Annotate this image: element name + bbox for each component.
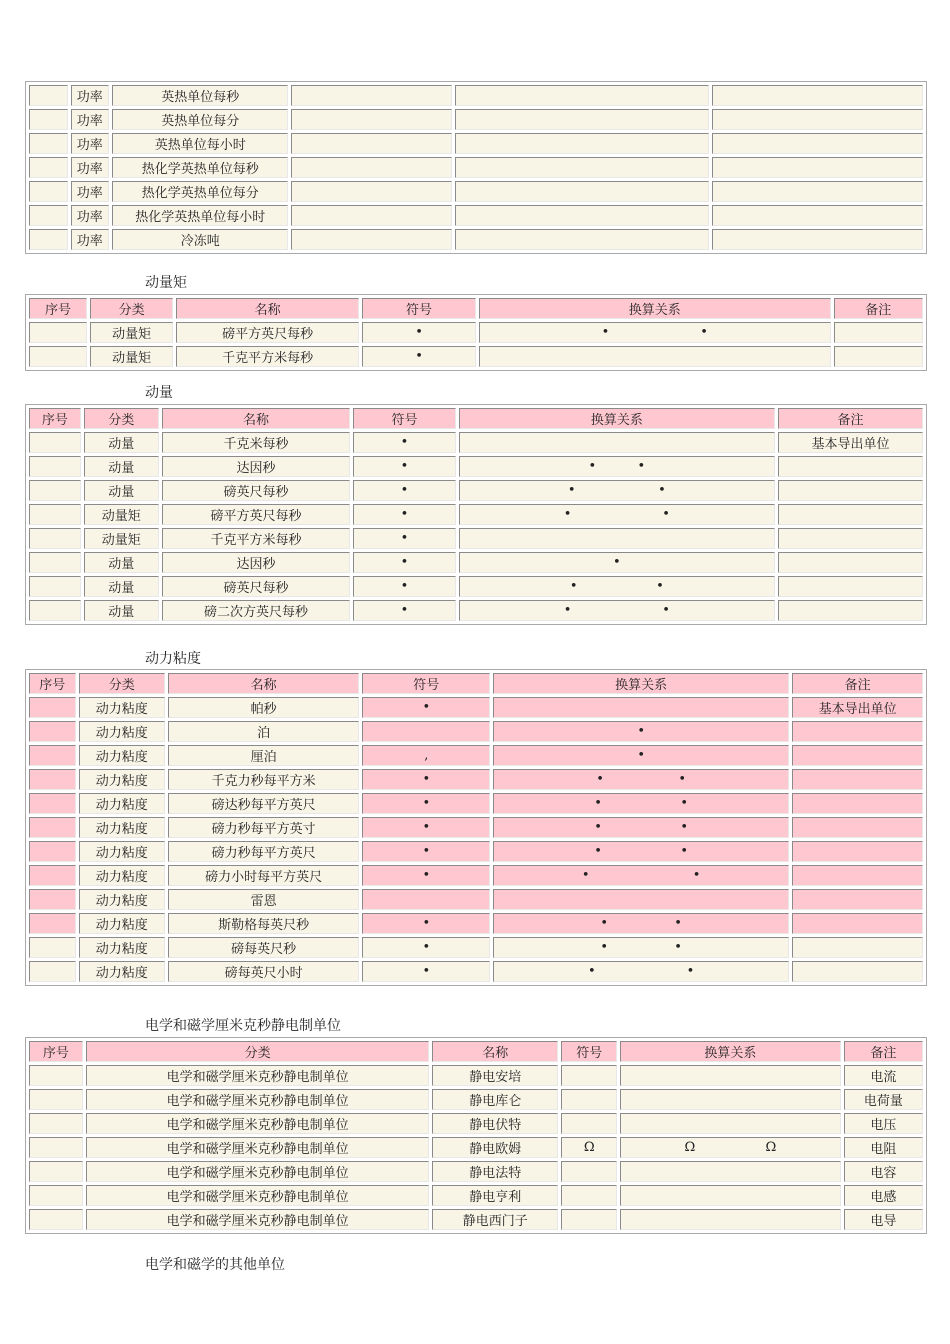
cell-name: 静电西门子 xyxy=(432,1209,558,1230)
cell-symbol: • xyxy=(353,552,455,573)
cell-name: 磅达秒每平方英尺 xyxy=(168,793,360,814)
cell-symbol xyxy=(291,133,451,154)
cell-remark: 电容 xyxy=(844,1161,923,1182)
cell-conversion: • • xyxy=(493,769,789,790)
header-cell: 符号 xyxy=(362,298,476,319)
cell-index xyxy=(29,793,76,814)
cell-category: 动力粘度 xyxy=(79,865,165,886)
cell-symbol: • xyxy=(362,841,490,862)
cell-remark xyxy=(712,157,923,178)
header-row xyxy=(29,408,923,429)
cell-category: 动量矩 xyxy=(90,322,173,343)
cell-name: 千克平方米每秒 xyxy=(176,346,359,367)
cell-category: 动量矩 xyxy=(84,528,159,549)
cell-symbol: • xyxy=(362,769,490,790)
header-cell: 名称 xyxy=(168,673,360,694)
table-row xyxy=(29,552,923,573)
cell-symbol xyxy=(561,1113,617,1134)
cell-remark xyxy=(778,600,923,621)
cell-conversion xyxy=(620,1185,841,1206)
cell-symbol xyxy=(291,157,451,178)
angular-momentum-table xyxy=(25,294,927,371)
cell-category: 功率 xyxy=(71,85,110,106)
cell-conversion: • xyxy=(459,552,775,573)
cell-symbol: • xyxy=(362,961,490,982)
cell-remark: 基本导出单位 xyxy=(792,697,923,718)
table-row xyxy=(29,745,923,766)
cell-remark xyxy=(792,745,923,766)
cell-name: 厘泊 xyxy=(168,745,360,766)
cell-remark xyxy=(792,817,923,838)
cell-conversion xyxy=(493,889,789,910)
table-row xyxy=(29,769,923,790)
cell-index xyxy=(29,109,68,130)
cell-index xyxy=(29,528,81,549)
header-cell: 序号 xyxy=(29,408,81,429)
power-table-body xyxy=(29,85,923,250)
cell-category: 电学和磁学厘米克秒静电制单位 xyxy=(86,1209,429,1230)
cell-category: 动力粘度 xyxy=(79,889,165,910)
header-cell: 序号 xyxy=(29,298,87,319)
cell-conversion: • • xyxy=(459,600,775,621)
cell-name: 磅每英尺小时 xyxy=(168,961,360,982)
cell-index xyxy=(29,1209,83,1230)
cell-name: 磅力秒每平方英尺 xyxy=(168,841,360,862)
cell-index xyxy=(29,1065,83,1086)
cell-index xyxy=(29,841,76,862)
cell-index xyxy=(29,961,76,982)
cell-remark xyxy=(712,205,923,226)
cell-symbol: • xyxy=(362,865,490,886)
cell-symbol: • xyxy=(353,576,455,597)
cell-remark xyxy=(792,721,923,742)
header-cell: 分类 xyxy=(79,673,165,694)
section-caption-cgs-electrostatic: 电学和磁学厘米克秒静电制单位 xyxy=(145,1018,341,1034)
cell-conversion: • • xyxy=(493,913,789,934)
cell-category: 动力粘度 xyxy=(79,817,165,838)
table-row xyxy=(29,109,923,130)
cell-remark: 电导 xyxy=(844,1209,923,1230)
cell-conversion: • • xyxy=(479,322,831,343)
cell-name: 冷冻吨 xyxy=(112,229,288,250)
cell-name: 英热单位每分 xyxy=(112,109,288,130)
cell-index xyxy=(29,576,81,597)
cell-symbol: , xyxy=(362,745,490,766)
table-row xyxy=(29,793,923,814)
cell-category: 动力粘度 xyxy=(79,913,165,934)
cell-category: 动力粘度 xyxy=(79,793,165,814)
cell-index xyxy=(29,745,76,766)
cell-category: 动量 xyxy=(84,552,159,573)
cell-index xyxy=(29,480,81,501)
cell-index xyxy=(29,181,68,202)
table-row xyxy=(29,600,923,621)
cell-remark: 电阻 xyxy=(844,1137,923,1158)
cell-symbol: • xyxy=(353,504,455,525)
cell-symbol xyxy=(291,85,451,106)
cell-conversion: • xyxy=(493,745,789,766)
cell-conversion: Ω Ω xyxy=(620,1137,841,1158)
table-row xyxy=(29,346,923,367)
cell-remark xyxy=(792,913,923,934)
cell-name: 千克米每秒 xyxy=(162,432,351,453)
cell-category: 动力粘度 xyxy=(79,721,165,742)
cell-conversion: • • xyxy=(459,456,775,477)
cell-category: 电学和磁学厘米克秒静电制单位 xyxy=(86,1185,429,1206)
table-row xyxy=(29,721,923,742)
cell-index xyxy=(29,133,68,154)
cell-name: 静电亨利 xyxy=(432,1185,558,1206)
cell-symbol xyxy=(362,721,490,742)
cell-conversion: • • xyxy=(459,576,775,597)
cell-name: 帕秒 xyxy=(168,697,360,718)
table-row xyxy=(29,504,923,525)
cell-remark xyxy=(712,109,923,130)
cell-index xyxy=(29,1089,83,1110)
cell-conversion: • • xyxy=(493,937,789,958)
header-cell: 备注 xyxy=(834,298,923,319)
header-cell: 换算关系 xyxy=(620,1041,841,1062)
table-row xyxy=(29,157,923,178)
cell-symbol: • xyxy=(362,937,490,958)
table-row xyxy=(29,913,923,934)
cell-index xyxy=(29,346,87,367)
cell-symbol xyxy=(561,1209,617,1230)
cell-index xyxy=(29,817,76,838)
cell-index xyxy=(29,157,68,178)
section-caption-momentum: 动量 xyxy=(145,385,173,401)
cell-remark xyxy=(792,937,923,958)
cell-symbol xyxy=(561,1185,617,1206)
table-row xyxy=(29,889,923,910)
cell-category: 电学和磁学厘米克秒静电制单位 xyxy=(86,1065,429,1086)
table-row xyxy=(29,205,923,226)
cell-name: 静电法特 xyxy=(432,1161,558,1182)
cell-symbol: • xyxy=(362,322,476,343)
cell-symbol xyxy=(291,181,451,202)
header-cell: 分类 xyxy=(86,1041,429,1062)
cell-symbol: • xyxy=(353,528,455,549)
cell-category: 动量 xyxy=(84,432,159,453)
header-cell: 换算关系 xyxy=(479,298,831,319)
cell-index xyxy=(29,1137,83,1158)
header-cell: 序号 xyxy=(29,673,76,694)
cell-category: 动量 xyxy=(84,576,159,597)
section-caption-dynamic-viscosity: 动力粘度 xyxy=(145,651,201,667)
cell-symbol: • xyxy=(362,793,490,814)
cell-name: 达因秒 xyxy=(162,552,351,573)
table-row xyxy=(29,181,923,202)
table-row xyxy=(29,961,923,982)
cell-name: 磅英尺每秒 xyxy=(162,576,351,597)
table-row xyxy=(29,1113,923,1134)
cell-category: 功率 xyxy=(71,229,110,250)
cell-index xyxy=(29,504,81,525)
section-caption-angular-momentum: 动量矩 xyxy=(145,275,187,291)
cell-conversion xyxy=(620,1161,841,1182)
cell-conversion xyxy=(455,181,709,202)
table-row xyxy=(29,432,923,453)
cell-category: 电学和磁学厘米克秒静电制单位 xyxy=(86,1113,429,1134)
cell-name: 磅英尺每秒 xyxy=(162,480,351,501)
table-row xyxy=(29,865,923,886)
header-cell: 名称 xyxy=(432,1041,558,1062)
cell-remark: 电压 xyxy=(844,1113,923,1134)
header-cell: 名称 xyxy=(162,408,351,429)
cell-name: 英热单位每秒 xyxy=(112,85,288,106)
cell-index xyxy=(29,1185,83,1206)
table-row xyxy=(29,1185,923,1206)
header-cell: 换算关系 xyxy=(459,408,775,429)
cell-conversion xyxy=(620,1089,841,1110)
cell-index xyxy=(29,1113,83,1134)
cell-name: 静电安培 xyxy=(432,1065,558,1086)
cell-category: 电学和磁学厘米克秒静电制单位 xyxy=(86,1089,429,1110)
cell-category: 功率 xyxy=(71,157,110,178)
power-table xyxy=(25,81,927,254)
cell-category: 动量 xyxy=(84,480,159,501)
cell-remark xyxy=(834,322,923,343)
table-row xyxy=(29,1209,923,1230)
header-cell: 序号 xyxy=(29,1041,83,1062)
cell-symbol: • xyxy=(353,456,455,477)
table-row xyxy=(29,1137,923,1158)
cell-name: 热化学英热单位每小时 xyxy=(112,205,288,226)
cell-name: 达因秒 xyxy=(162,456,351,477)
header-cell: 备注 xyxy=(844,1041,923,1062)
cell-name: 千克力秒每平方米 xyxy=(168,769,360,790)
cell-remark xyxy=(792,961,923,982)
cell-name: 泊 xyxy=(168,721,360,742)
cell-symbol: • xyxy=(362,346,476,367)
cell-remark xyxy=(712,133,923,154)
cell-remark xyxy=(792,769,923,790)
cell-category: 电学和磁学厘米克秒静电制单位 xyxy=(86,1161,429,1182)
cell-name: 静电库仑 xyxy=(432,1089,558,1110)
cell-category: 功率 xyxy=(71,205,110,226)
cell-symbol: • xyxy=(353,480,455,501)
cell-name: 磅力秒每平方英寸 xyxy=(168,817,360,838)
cell-remark xyxy=(792,793,923,814)
header-cell: 符号 xyxy=(362,673,490,694)
cell-remark xyxy=(792,865,923,886)
cell-category: 动力粘度 xyxy=(79,697,165,718)
cell-index xyxy=(29,889,76,910)
table-row xyxy=(29,1065,923,1086)
cell-index xyxy=(29,865,76,886)
header-cell: 符号 xyxy=(353,408,455,429)
cell-category: 功率 xyxy=(71,181,110,202)
table-row xyxy=(29,456,923,477)
cell-category: 电学和磁学厘米克秒静电制单位 xyxy=(86,1137,429,1158)
cell-conversion xyxy=(455,109,709,130)
cell-conversion xyxy=(455,157,709,178)
cell-category: 动力粘度 xyxy=(79,841,165,862)
header-cell: 分类 xyxy=(90,298,173,319)
cell-index xyxy=(29,205,68,226)
cell-conversion xyxy=(493,697,789,718)
cell-conversion xyxy=(455,205,709,226)
cell-conversion: • • xyxy=(493,793,789,814)
cell-name: 磅平方英尺每秒 xyxy=(176,322,359,343)
cell-name: 雷恩 xyxy=(168,889,360,910)
cell-index xyxy=(29,721,76,742)
cell-conversion: • xyxy=(493,721,789,742)
cell-category: 动力粘度 xyxy=(79,937,165,958)
cell-symbol: • xyxy=(362,913,490,934)
header-row xyxy=(29,1041,923,1062)
cell-conversion xyxy=(455,229,709,250)
header-cell: 名称 xyxy=(176,298,359,319)
table-row xyxy=(29,480,923,501)
cell-name: 斯勒格每英尺秒 xyxy=(168,913,360,934)
cell-symbol xyxy=(291,229,451,250)
cell-remark: 电荷量 xyxy=(844,1089,923,1110)
momentum-table-body xyxy=(29,408,923,621)
table-row xyxy=(29,937,923,958)
cell-conversion: • • xyxy=(493,817,789,838)
cell-remark xyxy=(712,85,923,106)
cgs-electrostatic-table-body xyxy=(29,1041,923,1230)
cell-category: 动量 xyxy=(84,456,159,477)
cell-name: 磅平方英尺每秒 xyxy=(162,504,351,525)
cell-conversion: • • xyxy=(493,961,789,982)
cell-symbol: Ω xyxy=(561,1137,617,1158)
cell-remark: 电流 xyxy=(844,1065,923,1086)
cell-symbol xyxy=(561,1089,617,1110)
cell-conversion xyxy=(459,528,775,549)
cell-conversion: • • xyxy=(459,504,775,525)
cell-symbol xyxy=(362,889,490,910)
cell-name: 千克平方米每秒 xyxy=(162,528,351,549)
cell-index xyxy=(29,229,68,250)
cell-remark: 基本导出单位 xyxy=(778,432,923,453)
momentum-table xyxy=(25,404,927,625)
cell-name: 磅每英尺秒 xyxy=(168,937,360,958)
cell-index xyxy=(29,600,81,621)
cell-category: 动力粘度 xyxy=(79,961,165,982)
table-row xyxy=(29,1161,923,1182)
table-row xyxy=(29,229,923,250)
header-row xyxy=(29,298,923,319)
table-row xyxy=(29,817,923,838)
dynamic-viscosity-table-body xyxy=(29,673,923,982)
cell-name: 静电欧姆 xyxy=(432,1137,558,1158)
header-cell: 备注 xyxy=(792,673,923,694)
cell-remark xyxy=(778,480,923,501)
angular-momentum-table-body xyxy=(29,298,923,367)
cell-conversion: • • xyxy=(459,480,775,501)
table-row xyxy=(29,576,923,597)
cell-remark xyxy=(834,346,923,367)
table-row xyxy=(29,85,923,106)
header-cell: 符号 xyxy=(561,1041,617,1062)
cell-remark: 电感 xyxy=(844,1185,923,1206)
cell-symbol: • xyxy=(353,600,455,621)
cell-name: 热化学英热单位每秒 xyxy=(112,157,288,178)
cell-symbol xyxy=(561,1065,617,1086)
cell-category: 动力粘度 xyxy=(79,769,165,790)
cell-index xyxy=(29,322,87,343)
section-caption-other-em-units: 电学和磁学的其他单位 xyxy=(145,1257,285,1273)
header-cell: 备注 xyxy=(778,408,923,429)
cell-name: 英热单位每小时 xyxy=(112,133,288,154)
cell-remark xyxy=(778,528,923,549)
cell-conversion xyxy=(479,346,831,367)
cell-conversion xyxy=(455,85,709,106)
header-cell: 换算关系 xyxy=(493,673,789,694)
cell-index xyxy=(29,552,81,573)
cell-name: 磅二次方英尺每秒 xyxy=(162,600,351,621)
dynamic-viscosity-table xyxy=(25,669,927,986)
cell-conversion xyxy=(459,432,775,453)
cell-symbol: • xyxy=(353,432,455,453)
cell-remark xyxy=(778,552,923,573)
cell-conversion: • • xyxy=(493,865,789,886)
cell-conversion xyxy=(620,1209,841,1230)
cell-category: 动量矩 xyxy=(90,346,173,367)
cell-conversion xyxy=(620,1113,841,1134)
cell-category: 功率 xyxy=(71,109,110,130)
cell-conversion xyxy=(455,133,709,154)
cell-conversion xyxy=(620,1065,841,1086)
header-row xyxy=(29,673,923,694)
cell-index xyxy=(29,769,76,790)
cell-symbol: • xyxy=(362,697,490,718)
cell-index xyxy=(29,456,81,477)
cell-index xyxy=(29,697,76,718)
table-row xyxy=(29,1089,923,1110)
cell-remark xyxy=(712,229,923,250)
cell-category: 功率 xyxy=(71,133,110,154)
table-row xyxy=(29,841,923,862)
cell-remark xyxy=(778,576,923,597)
cgs-electrostatic-table xyxy=(25,1037,927,1234)
cell-remark xyxy=(712,181,923,202)
cell-category: 动量矩 xyxy=(84,504,159,525)
cell-conversion: • • xyxy=(493,841,789,862)
cell-remark xyxy=(792,889,923,910)
table-row xyxy=(29,697,923,718)
cell-index xyxy=(29,432,81,453)
cell-remark xyxy=(792,841,923,862)
table-row xyxy=(29,133,923,154)
cell-index xyxy=(29,913,76,934)
cell-remark xyxy=(778,456,923,477)
cell-index xyxy=(29,1161,83,1182)
cell-name: 静电伏特 xyxy=(432,1113,558,1134)
cell-index xyxy=(29,937,76,958)
table-row xyxy=(29,322,923,343)
cell-symbol xyxy=(561,1161,617,1182)
cell-name: 热化学英热单位每分 xyxy=(112,181,288,202)
cell-category: 动力粘度 xyxy=(79,745,165,766)
table-row xyxy=(29,528,923,549)
cell-category: 动量 xyxy=(84,600,159,621)
cell-index xyxy=(29,85,68,106)
cell-symbol xyxy=(291,109,451,130)
cell-symbol xyxy=(291,205,451,226)
cell-name: 磅力小时每平方英尺 xyxy=(168,865,360,886)
cell-remark xyxy=(778,504,923,525)
cell-symbol: • xyxy=(362,817,490,838)
header-cell: 分类 xyxy=(84,408,159,429)
